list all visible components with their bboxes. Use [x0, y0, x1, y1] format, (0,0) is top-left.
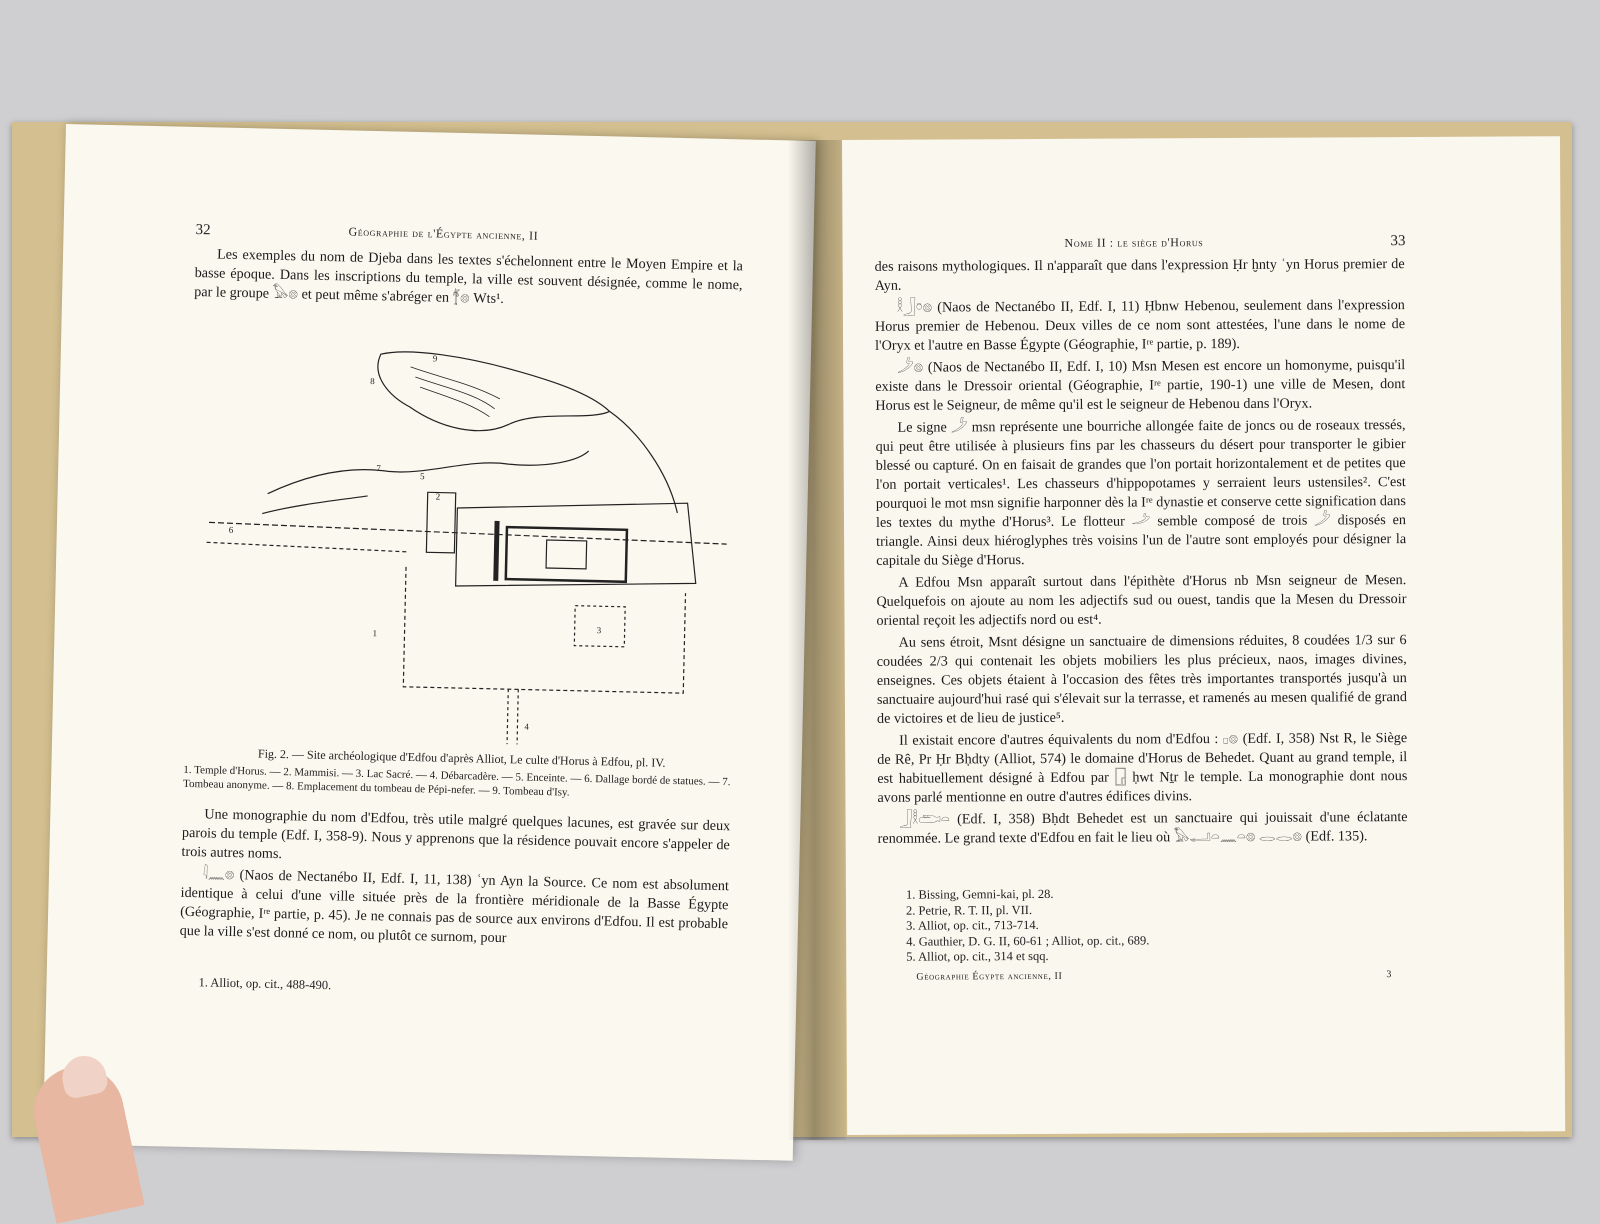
printer-signature: Géographie Égypte ancienne, II [916, 970, 1063, 983]
right-body-text: des raisons mythologiques. Il n'apparaît que dans l'expression Ḥr ḫnty ʿyn Horus premier de Ayn. 𓎛𓃀𓏌𓊖 (Naos de Nectanébo II, Edf. I, 11) Ḥbnw Hebenou, seulement dans l'expression Horus premier de Hebenou. Deux villes de ce nom sont attestées, l'une dans le nome de l'Oryx et l'autre en Basse Égypte (Géographie, Iʳᵉ partie, p. 189). 𓌳𓊖 (Naos de Nectanébo II, Edf. I, 10) Msn Mesen est encore un homonyme, puisqu'il existe dans le Dressoir oriental (Géographie, Iʳᵉ partie, 190-1) une ville de Mesen, dont Horus est le Seigneur, de même qu'il est le seigneur de Hebenou dans l'Oryx. Le signe 𓌳 msn représente une bourriche allongée faite de joncs ou de roseaux tressés, qui peut être utilisée à plusieurs fins par les chasseurs du désert pour transporter le gibier blessé ou capturé. On en faisait de grandes que l'on portait horizontalement et de petites que l'on portait verticales¹. Les chasseurs d'hippopotames y serraient leurs ustensiles². C'est pourquoi le mot msn signifie harponner dès la Iʳᵉ dynastie et conserve cette signification dans les textes du mythe d'Horus³. Le flotteur 𓌴 semble composé de trois 𓌳 disposés en triangle. Ainsi deux hiéroglyphes très voisins l'un de l'autre sont employés pour désigner la capitale du Siège d'Horus. A Edfou Msn apparaît surtout dans l'épithète d'Horus nb Msn seigneur de Mesen. Quelquefois on ajoute au nom les adjectifs sud ou ouest, tandis que la Mesen du Dressoir oriental reçoit les adjectifs nord ou est⁴. Au sens étroit, Msnt désigne un sanctuaire de dimensions réduites, 8 coudées 1/3 sur 6 coudées 2/3 qui contenait les objets mobiliers les plus précieux, naos, images divines, enseignes. Ces objets étaient à l'occasion des fêtes très importantes transportés jusqu'à un sanctuaire aujourd'hui rasé qui s'élevait sur la terrasse, et ramenés au mesen qualifié de grand de victoires et de lieu de justice⁵. Il existait encore d'autres équivalents du nom d'Edfou : 𓊪𓊖 (Edf. I, 358) Nst R, le Siège de Rê, Pr Ḥr Bḥdty (Alliot, 574) le domaine d'Horus de Behedet. Quant au grand temple, il est habituellement désigné à Edfou par 𓉗 ḥwt Nṯr le temple. La monographie dont nous avons parlé mentionne en outre d'autres édifices divins. 𓃀𓎛𓂧𓏏 (Edf. I, 358) Bḥdt Behedet est un sanctuaire qui jouissait d'une éclatante renommée. Le grand texte d'Edfou en fait le lieu où 𓅃𓂝𓏏𓈖𓏏𓊖 𓂋𓂋𓊖 (Edf. 135). [874, 256, 1408, 847]
left-paragraph-1: Les exemples du nom de Djeba dans les textes s'échelonnent entre le Moyen Empire et la basse époque. Dans les inscriptions du temple, la ville est souvent désignée, comme le nome, par le groupe 𓅃𓊖 et peut même s'abréger en 𓋆𓊖 Wts¹. [194, 246, 744, 307]
map-label-7: 7 [376, 463, 381, 474]
map-label-9: 9 [432, 353, 438, 364]
map-label-5: 5 [419, 471, 425, 482]
signature-number: 3 [1386, 969, 1393, 981]
map-label-6: 6 [228, 524, 234, 535]
left-footnote: 1. Alliot, op. cit., 488-490. [198, 975, 332, 993]
map-label-1: 1 [372, 628, 378, 639]
figure-legend: 1. Temple d'Horus. — 2. Mammisi. — 3. Lac Sacré. — 4. Débarcadère. — 5. Enceinte. — 6. Dallage bordé de statues. — 7. Tombeau anonyme. — 8. Emplacement du tombeau de Pépi-nefer. — 9. Tombeau d'Isy. [182, 763, 731, 799]
map-label-3: 3 [596, 625, 602, 636]
book-gutter-shadow [788, 140, 846, 1140]
right-footnotes: 1. Bissing, Gemni-kai, pl. 28. 2. Petrie, R. T. II, pl. VII. 3. Alliot, op. cit., 713-714. 4. Gauthier, D. G. II, 60-61 ; Alliot, op. cit., 689. 5. Alliot, op. cit., 314 et sqq. [905, 886, 1150, 964]
map-enceinte [403, 567, 686, 693]
page-number-left: 32 [195, 221, 211, 239]
map-label-8: 8 [370, 375, 375, 387]
running-header-left: Géographie de l'Égypte ancienne, II [348, 224, 539, 243]
map-mammisi [426, 492, 455, 553]
left-paragraph-2: Une monographie du nom d'Edfou, très utile malgré quelques lacunes, est gravée sur deux parois du temple (Edf. I, 358-9). Nous y apprenons que la résidence pouvait encore s'appeler de trois autres noms. 𓇋𓈖𓊖 (Naos de Nectanébo II, Edf. I, 11, 138) ʿyn Ayn la Source. Ce nom est absolument identique à celui d'une ville située près de la frontière méridionale de la Basse Égypte (Géographie, Iʳᵉ partie, p. 45). Je ne connais pas de source aux environs d'Edfou. Il est probable que la ville s'est donné ce nom, ou plutôt ce surnom, pour [179, 806, 731, 947]
edfou-site-map [202, 342, 751, 754]
left-page [43, 124, 816, 1161]
map-label-4: 4 [524, 721, 530, 732]
running-header-right: Nome II : le siège d'Horus [1064, 235, 1204, 250]
map-label-2: 2 [435, 491, 441, 502]
right-page [842, 136, 1565, 1135]
map-nile-island [377, 351, 611, 433]
page-number-right: 33 [1390, 233, 1406, 250]
figure-caption: Fig. 2. — Site archéologique d'Edfou d'après Alliot, Le culte d'Horus à Edfou, pl. IV. [257, 746, 666, 770]
